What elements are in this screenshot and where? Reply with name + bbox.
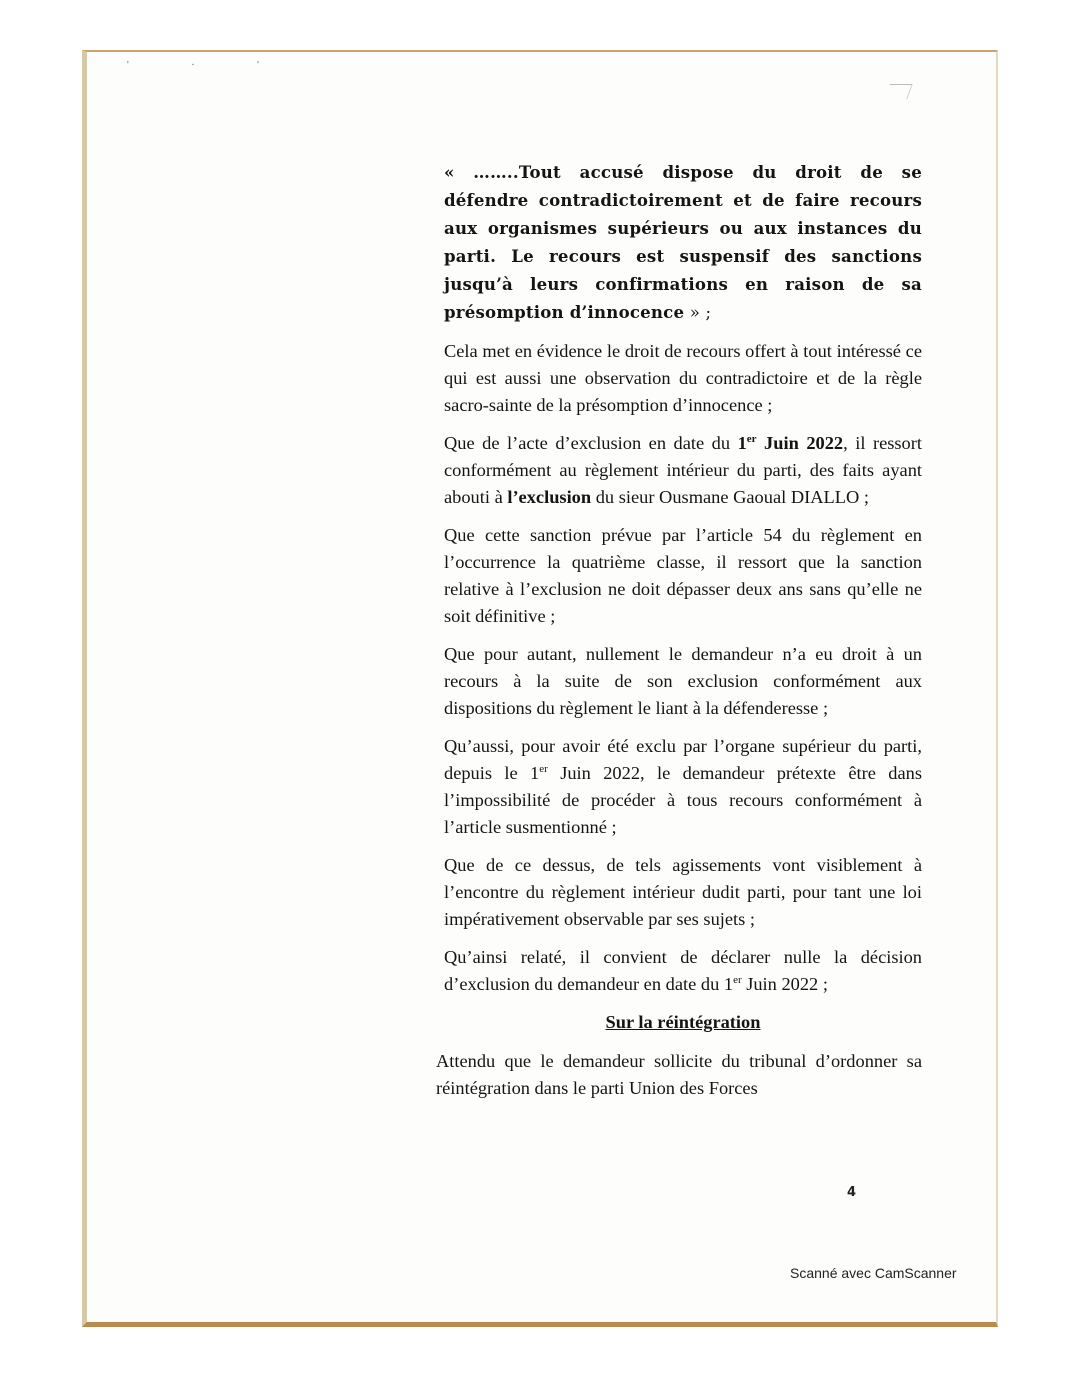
quote-end: » ; bbox=[684, 303, 712, 322]
text-run: Qu’aussi, pour avoir été exclu par l’organe supérieur du parti, depuis le 1 bbox=[444, 736, 922, 783]
date-bold-month: Juin 2022 bbox=[756, 433, 844, 453]
page-number: 4 bbox=[847, 1185, 857, 1200]
text-run: du sieur Ousmane Gaoual DIALLO ; bbox=[591, 487, 869, 507]
paragraph-article-54: Que cette sanction prévue par l’article 54 du règlement en l’occurrence la quatrième classe, il ressort que la sanction relative à l’exclusion ne doit dépasser deux ans sans qu’elle ne soit définitive ; bbox=[444, 525, 922, 626]
paragraph-no-appeal: Que pour autant, nullement le demandeur n’a eu droit à un recours à la suite de son exclusion conformément aux dispositions du règlement le liant à la défenderesse ; bbox=[444, 644, 922, 718]
date-superscript: er bbox=[746, 432, 757, 445]
text-run: Juin 2022 ; bbox=[741, 974, 828, 994]
text-run: Juin 2022, le demandeur prétexte être dans l’impossibilité de procéder à tous recours conformément à l’article susmentionné ; bbox=[444, 763, 922, 837]
quote-text: « ……..Tout accusé dispose du droit de se défendre contradictoirement et de faire recours aux organismes supérieurs ou aux instances du parti. Le recours est suspensif des sanctions jusqu’à leurs confirmations en raison de sa présomption d’innocence bbox=[444, 162, 922, 322]
paragraph-exclusion-act bbox=[444, 430, 922, 511]
scan-specks: ' · ' bbox=[127, 60, 289, 71]
text-run: Qu’ainsi relaté, il convient de déclarer nulle la décision d’exclusion du demandeur en date du 1 bbox=[444, 947, 922, 994]
text-run: , il ressort conformément au règlement intérieur du parti, des faits ayant abouti à bbox=[444, 433, 922, 507]
section-heading: Sur la réintégration bbox=[605, 1012, 761, 1032]
paragraph-rules-violation: Que de ce dessus, de tels agissements vont visiblement à l’encontre du règlement intérieur dudit parti, pour tant une loi impérativement observable par ses sujets ; bbox=[444, 855, 922, 929]
quoted-article-paragraph bbox=[444, 158, 922, 327]
document-body bbox=[436, 158, 922, 1113]
paragraph-nullity bbox=[444, 944, 922, 998]
paragraph-impossibility bbox=[444, 733, 922, 841]
paragraph-reinstatement: Attendu que le demandeur sollicite du tribunal d’ordonner sa réintégration dans le parti Union des Forces bbox=[436, 1051, 922, 1098]
camscanner-watermark: Scanné avec CamScanner bbox=[790, 1265, 957, 1281]
text-run: Que de l’acte d’exclusion en date du bbox=[444, 433, 738, 453]
date-bold: 1 bbox=[737, 433, 747, 453]
date-superscript: er bbox=[539, 762, 548, 775]
corner-fold-mark bbox=[884, 84, 912, 99]
date-superscript: er bbox=[733, 973, 742, 986]
exclusion-bold: l’exclusion bbox=[507, 487, 592, 507]
paragraph-right-of-appeal: Cela met en évidence le droit de recours offert à tout intéressé ce qui est aussi une observation du contradictoire et de la règle sacro-sainte de la présomption d’innocence ; bbox=[444, 341, 922, 415]
